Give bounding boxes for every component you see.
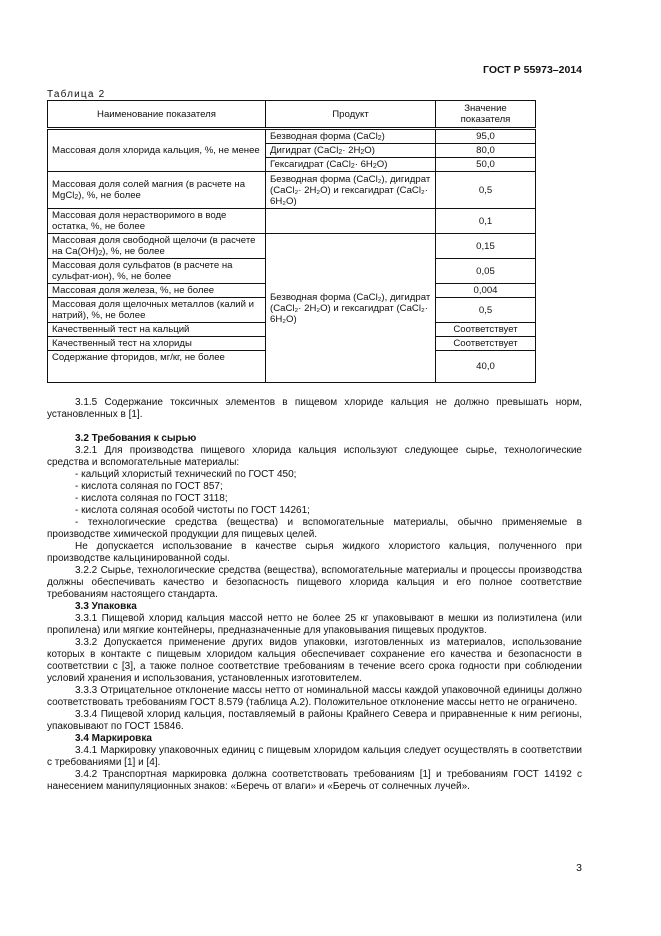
subscript: 2 (74, 194, 79, 201)
value-cell: 95,0 (436, 129, 536, 144)
paragraph-3-3-2: 3.3.2 Допускается применение других видов упаковки, изготовленных из материалов, использование которых в контакте с пищевым хлоридом кальция обеспечивает сохранение его качества и безопасности в соответствии с [3], а также полное соответствие требованиям в течение всего срока годности при соблюдении условий хранения и использования, установленных изготовителем. (47, 637, 582, 684)
subscript: 2 (360, 149, 365, 156)
row-name-alkali (48, 234, 266, 259)
product-text: ) (381, 131, 385, 142)
paragraph-3-1-5: 3.1.5 Содержание токсичных элементов в пищевом хлориде кальция не должно превышать норм, установленных в [1]. (47, 397, 582, 420)
product-text: · 6H (354, 159, 373, 170)
value-cell: 50,0 (436, 158, 536, 172)
row-name-magnesium (48, 172, 266, 209)
value-cell: 0,1 (436, 209, 536, 234)
paragraph-3-4-1: 3.4.1 Маркировку упаковочных единиц с пищевым хлоридом кальция следует осуществлять в соответствии с требованиями [1] и [4]. (47, 745, 582, 768)
table-row (48, 129, 536, 144)
paragraph-3-2-1: 3.2.1 Для производства пищевого хлорида кальция используют следующее сырье, технологические средства и вспомогательные материалы: (47, 445, 582, 468)
row-name-chloride-test: Качественный тест на хлориды (48, 337, 266, 351)
paragraph-liquid-restriction: Не допускается использование в качестве сырья жидкого хлористого кальция, полученного при производстве кальцинированной соды. (47, 541, 582, 564)
product-text: Дигидрат (CaCl (270, 145, 339, 156)
row-name-calcium-test: Качественный тест на кальций (48, 323, 266, 337)
product-all-forms: Безводная форма (CaCl₂), дигидрат (CaCl₂· 2H₂O) и гексагидрат (CaCl₂· 6H₂O) (266, 172, 436, 209)
product-text: O) (376, 159, 388, 170)
list-item: - кальций хлористый технический по ГОСТ 450; (75, 469, 297, 480)
value-cell: 0,05 (436, 259, 536, 284)
header-indicator-name: Наименование показателя (48, 101, 266, 129)
product-dihydrate (266, 144, 436, 158)
list-item: - кислота соляная по ГОСТ 3118; (75, 493, 228, 504)
section-heading-3-4: 3.4 Маркировка (75, 733, 152, 744)
row-name-fluorides: Содержание фторидов, мг/кг, не более (48, 351, 266, 383)
standard-code: ГОСТ Р 55973–2014 (483, 64, 582, 76)
subscript: 2 (377, 135, 382, 142)
product-text: Безводная форма (CaCl (270, 131, 378, 142)
value-cell: 0,5 (436, 172, 536, 209)
subscript: 2 (372, 163, 377, 170)
product-anhydrous (266, 129, 436, 144)
name-text: Массовая доля солей магния (в расчете на MgCl (52, 179, 246, 201)
subscript: 2 (98, 250, 103, 257)
row-name-sulfates: Массовая доля сульфатов (в расчете на сульфат-ион), %, не более (48, 259, 266, 284)
name-text: Массовая доля свободной щелочи (в расчете на Ca(OH) (52, 235, 256, 257)
table-row (48, 209, 536, 234)
body-text (47, 397, 582, 793)
table-container (47, 100, 535, 383)
product-text: Гексагидрат (CaCl (270, 159, 351, 170)
value-cell: 0,5 (436, 298, 536, 323)
product-text: · 2H (342, 145, 361, 156)
header-value: Значение показателя (436, 101, 536, 129)
paragraph-3-3-4: 3.3.4 Пищевой хлорид кальция, поставляемый в районы Крайнего Севера и приравненные к ним регионы, упаковывают по ГОСТ 15846. (47, 709, 582, 732)
value-cell: Соответствует (436, 337, 536, 351)
name-text: ), %, не более (102, 246, 165, 257)
list-item: - кислота соляная по ГОСТ 857; (75, 481, 223, 492)
name-text: ), %, не более (78, 190, 141, 201)
subscript: 2 (350, 163, 355, 170)
table-header-row (48, 101, 536, 129)
table-caption: Таблица 2 (47, 89, 106, 100)
page-number: 3 (576, 862, 582, 874)
value-cell: 40,0 (436, 351, 536, 383)
header-product: Продукт (266, 101, 436, 129)
paragraph-3-4-2: 3.4.2 Транспортная маркировка должна соответствовать требованиям [1] и требованиям ГОСТ 14192 с нанесением манипуляционных знаков: «Беречь от влаги» и «Беречь от солнечных лучей». (47, 769, 582, 792)
empty-product-cell (266, 209, 436, 234)
section-heading-3-3: 3.3 Упаковка (75, 601, 137, 612)
row-name-alkali-metals: Массовая доля щелочных металлов (калий и натрий), %, не более (48, 298, 266, 323)
value-cell: Соответствует (436, 323, 536, 337)
section-heading-3-2: 3.2 Требования к сырью (75, 433, 197, 444)
product-merged: Безводная форма (CaCl₂), дигидрат (CaCl₂· 2H₂O) и гексагидрат (CaCl₂· 6H₂O) (266, 234, 436, 383)
row-name-iron: Массовая доля железа, %, не более (48, 284, 266, 298)
table-row (48, 172, 536, 209)
table-row (48, 234, 536, 259)
paragraph-3-3-1: 3.3.1 Пищевой хлорид кальция массой нетто не более 25 кг упаковывают в мешки из полиэтилена (или пропилена) или мягкие контейнеры, предназначенные для упаковывания пищевых продуктов. (47, 613, 582, 636)
indicators-table (47, 100, 536, 383)
product-text: O) (364, 145, 375, 156)
list-item: - кислота соляная особой чистоты по ГОСТ 14261; (75, 505, 310, 516)
paragraph-3-2-2: 3.2.2 Сырье, технологические средства (вещества), вспомогательные материалы и процессы производства должны обеспечивать качество и безопасность пищевого хлорида кальция и его полное соответствие требованиям настоящего стандарта. (47, 565, 582, 600)
value-cell: 0,004 (436, 284, 536, 298)
row-name-calcium-chloride: Массовая доля хлорида кальция, %, не менее (48, 129, 266, 172)
paragraph-3-3-3: 3.3.3 Отрицательное отклонение массы нетто от номинальной массы каждой упаковочной единицы должно соответствовать требованиям ГОСТ 8.579 (таблица А.2). Положительное отклонение массы нетто не ограничено. (47, 685, 582, 708)
list-item: - технологические средства (вещества) и вспомогательные материалы, обычно применяемые в производстве химической продукции для пищевых целей. (47, 517, 582, 540)
value-cell: 0,15 (436, 234, 536, 259)
row-name-insoluble: Массовая доля нерастворимого в воде остатка, %, не более (48, 209, 266, 234)
subscript: 2 (338, 149, 343, 156)
value-cell: 80,0 (436, 144, 536, 158)
product-hexahydrate (266, 158, 436, 172)
